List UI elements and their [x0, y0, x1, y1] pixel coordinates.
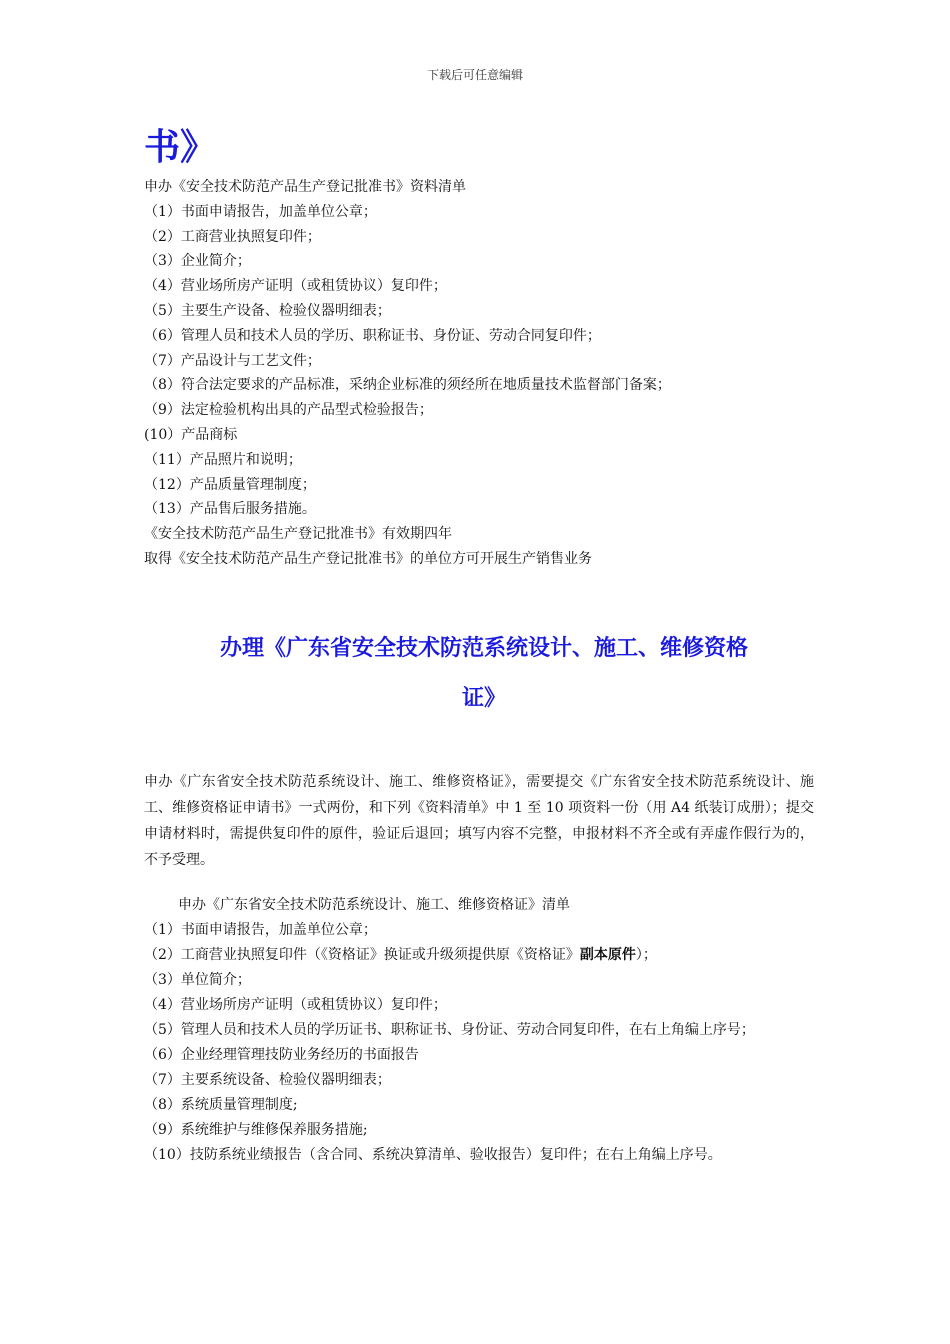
list-item: （12）产品质量管理制度； [144, 476, 316, 493]
list-item: （8）系统质量管理制度; [144, 1097, 298, 1113]
list-item: （6）企业经理管理技防业务经历的书面报告 [144, 1047, 419, 1063]
section2-title-line1: 办理《广东省安全技术防范系统设计、施工、维修资格 [219, 636, 748, 661]
list-item: （2）工商营业执照复印件； [144, 228, 321, 245]
list-item: （5）管理人员和技术人员的学历证书、职称证书、身份证、劳动合同复印件，在右上角编上序号； [144, 1022, 755, 1038]
list-item: （9）系统维护与维修保养服务措施; [144, 1122, 368, 1138]
header-note: 下载后可任意编辑 [426, 68, 523, 82]
list-item-bold: 副本原件 [579, 947, 636, 963]
list-item: （4）营业场所房产证明（或租赁协议）复印件； [144, 997, 447, 1013]
list-item: （6）管理人员和技术人员的学历、职称证书、身份证、劳动合同复印件； [144, 327, 601, 344]
list-item: （9）法定检验机构出具的产品型式检验报告； [144, 402, 433, 419]
list-item: （3）企业简介； [144, 253, 251, 270]
list-item: （5）主要生产设备、检验仪器明细表； [144, 302, 391, 319]
list-item: （11）产品照片和说明； [144, 451, 302, 468]
section2-title-line2: 证》 [461, 686, 506, 711]
section2-paragraph: 申办《广东省安全技术防范系统设计、施工、维修资格证》，需要提交《广东省安全技术防范系统设计、施工、维修资格证申请书》一式两份，和下列《资料清单》中 1 至 10 项资料一份（用 A4 纸装订成册）；提交申请材料时，需提供复印件的原件，验证后退回；填写内容不完整，申报材料不齐全或有弄虚作假行为的，不予受理。 [144, 774, 814, 868]
section1-list [144, 175, 824, 572]
list-item-prefix: （2）工商营业执照复印件（《资格证》换证或升级须提供原《资格证》 [144, 947, 580, 963]
validity-note: 《安全技术防范产品生产登记批准书》有效期四年 [144, 526, 452, 543]
list-item: （3）单位简介； [144, 972, 251, 988]
list-item: （7）主要系统设备、检验仪器明细表； [144, 1072, 391, 1088]
list-item: （1）书面申请报告，加盖单位公章； [144, 203, 377, 220]
section2-list-heading: 申办《广东省安全技术防范系统设计、施工、维修资格证》清单 [178, 897, 570, 913]
list-item [144, 943, 824, 968]
section1-heading: 申办《安全技术防范产品生产登记批准书》资料清单 [144, 179, 466, 195]
section2-list [144, 893, 824, 1168]
list-item: （10）技防系统业绩报告（含合同、系统决算清单、验收报告）复印件；在右上角编上序号。 [144, 1147, 722, 1163]
list-item: （1）书面申请报告，加盖单位公章； [144, 922, 377, 938]
list-item: （7）产品设计与工艺文件； [144, 352, 321, 369]
list-item: （4）营业场所房产证明（或租赁协议）复印件； [144, 278, 447, 295]
list-item: (10）产品商标 [144, 426, 238, 443]
list-item: （13）产品售后服务措施。 [144, 501, 316, 518]
list-item: （8）符合法定要求的产品标准，采纳企业标准的须经所在地质量技术监督部门备案； [144, 377, 671, 394]
condition-note: 取得《安全技术防范产品生产登记批准书》的单位方可开展生产销售业务 [144, 550, 592, 567]
title-fragment: 书》 [144, 127, 217, 168]
section2-title [144, 624, 824, 724]
list-item-suffix: ）； [635, 947, 657, 963]
